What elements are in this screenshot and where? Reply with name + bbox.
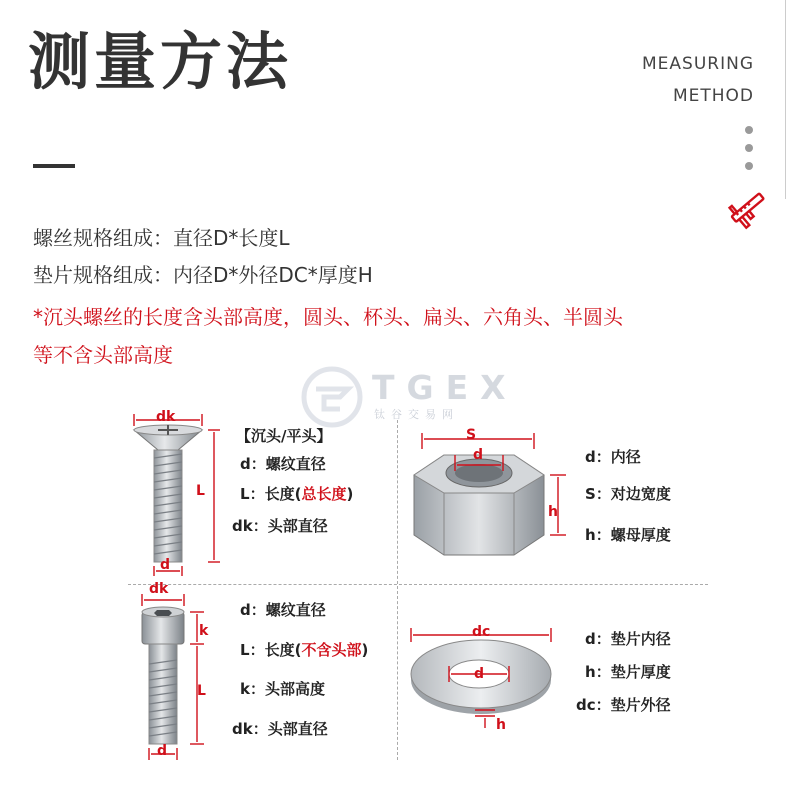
screw-spec-text: 螺丝规格组成：直径D*长度L [33,226,290,250]
watermark-logo-icon [300,365,364,429]
header-divider [785,0,786,199]
page-title: 测量方法 [28,25,293,98]
dim-label-L: L [196,483,205,499]
item-key: d [240,601,251,619]
dim-label-d: d [473,447,484,463]
item-key: h [585,663,596,681]
countersunk-item-d [240,457,326,472]
item-tail: ) [361,641,369,659]
countersunk-heading: 【沉头/平头】 [236,427,332,445]
note-line-1: *沉头螺丝的长度含头部高度，圆头、杯头、扁头、六角头、半圆头 [33,305,623,329]
item-sep: ： [249,485,265,503]
dim-label-S: S [466,427,477,443]
countersunk-item-dk [232,519,328,534]
countersunk-item-L [240,487,353,502]
dim-label-dk: dk [156,409,176,425]
hexnut-item-h [585,528,671,543]
subtitle-en-line2: METHOD [672,86,754,106]
dot-icon [745,126,753,134]
item-desc: 长度( [264,485,302,503]
item-desc: 头部直径 [267,720,328,738]
countersunk-screw-diagram [120,410,230,580]
item-sep: ： [595,663,611,681]
item-sep: ： [595,630,611,648]
dim-label-d: d [160,557,171,573]
socket-item-d [240,603,326,618]
washer-item-h [585,665,671,680]
washer-spec-text: 垫片规格组成：内径D*外径DC*厚度H [33,263,373,287]
hexnut-item-d [585,450,641,465]
item-sep: ： [595,448,611,466]
dim-label-dc: dc [472,624,491,640]
dim-label-d: d [474,666,485,682]
dim-label-d: d [157,743,168,759]
socket-item-dk [232,722,328,737]
item-key: d [585,448,596,466]
item-sep: ： [595,526,611,544]
item-sep: ： [595,485,611,503]
item-desc: 螺纹直径 [265,455,326,473]
item-desc: 垫片内径 [610,630,671,648]
item-sep: ： [249,680,265,698]
item-sep: ： [252,517,268,535]
hex-nut-diagram [400,425,580,565]
socket-screw-diagram [126,592,222,764]
dot-icon [745,162,753,170]
washer-item-d [585,632,671,647]
dim-label-dk: dk [149,581,169,597]
item-tail: ) [346,485,354,503]
socket-item-k [240,682,325,697]
item-key: d [585,630,596,648]
item-desc: 垫片外径 [610,696,671,714]
item-key: S [585,485,596,503]
item-desc: 内径 [610,448,641,466]
item-key: dk [232,720,253,738]
item-desc: 头部高度 [265,680,326,698]
item-sep: ： [252,720,268,738]
watermark-text: TGEX [372,368,518,407]
dim-label-k: k [199,623,209,639]
washer-item-dc [576,698,671,713]
item-desc: 垫片厚度 [610,663,671,681]
dot-icon [745,144,753,152]
item-sep: ： [250,601,266,619]
item-key: k [240,680,250,698]
item-key: L [240,641,250,659]
title-underline [33,164,75,168]
dim-label-L: L [197,683,206,699]
item-desc: 对边宽度 [610,485,671,503]
item-key: L [240,485,250,503]
subtitle-en-line1: MEASURING [642,54,754,74]
item-key: dk [232,517,253,535]
dim-label-h: h [496,717,506,733]
item-desc: 长度( [264,641,302,659]
item-sep: ： [595,696,611,714]
socket-item-L [240,643,368,658]
diagram-separator-vertical [397,420,398,760]
watermark-subtext: 钛谷交易网 [374,408,459,421]
caliper-icon [726,186,770,230]
item-desc: 螺纹直径 [265,601,326,619]
item-highlight: 总长度 [301,485,347,503]
item-key: d [240,455,251,473]
diagram-separator-horizontal [128,584,708,585]
item-sep: ： [249,641,265,659]
item-key: dc [576,696,596,714]
dim-label-h: h [548,504,558,520]
item-highlight: 不含头部 [301,641,362,659]
note-line-2: 等不含头部高度 [33,343,173,367]
item-desc: 螺母厚度 [610,526,671,544]
hexnut-item-S [585,487,671,502]
item-sep: ： [250,455,266,473]
item-desc: 头部直径 [267,517,328,535]
item-key: h [585,526,596,544]
